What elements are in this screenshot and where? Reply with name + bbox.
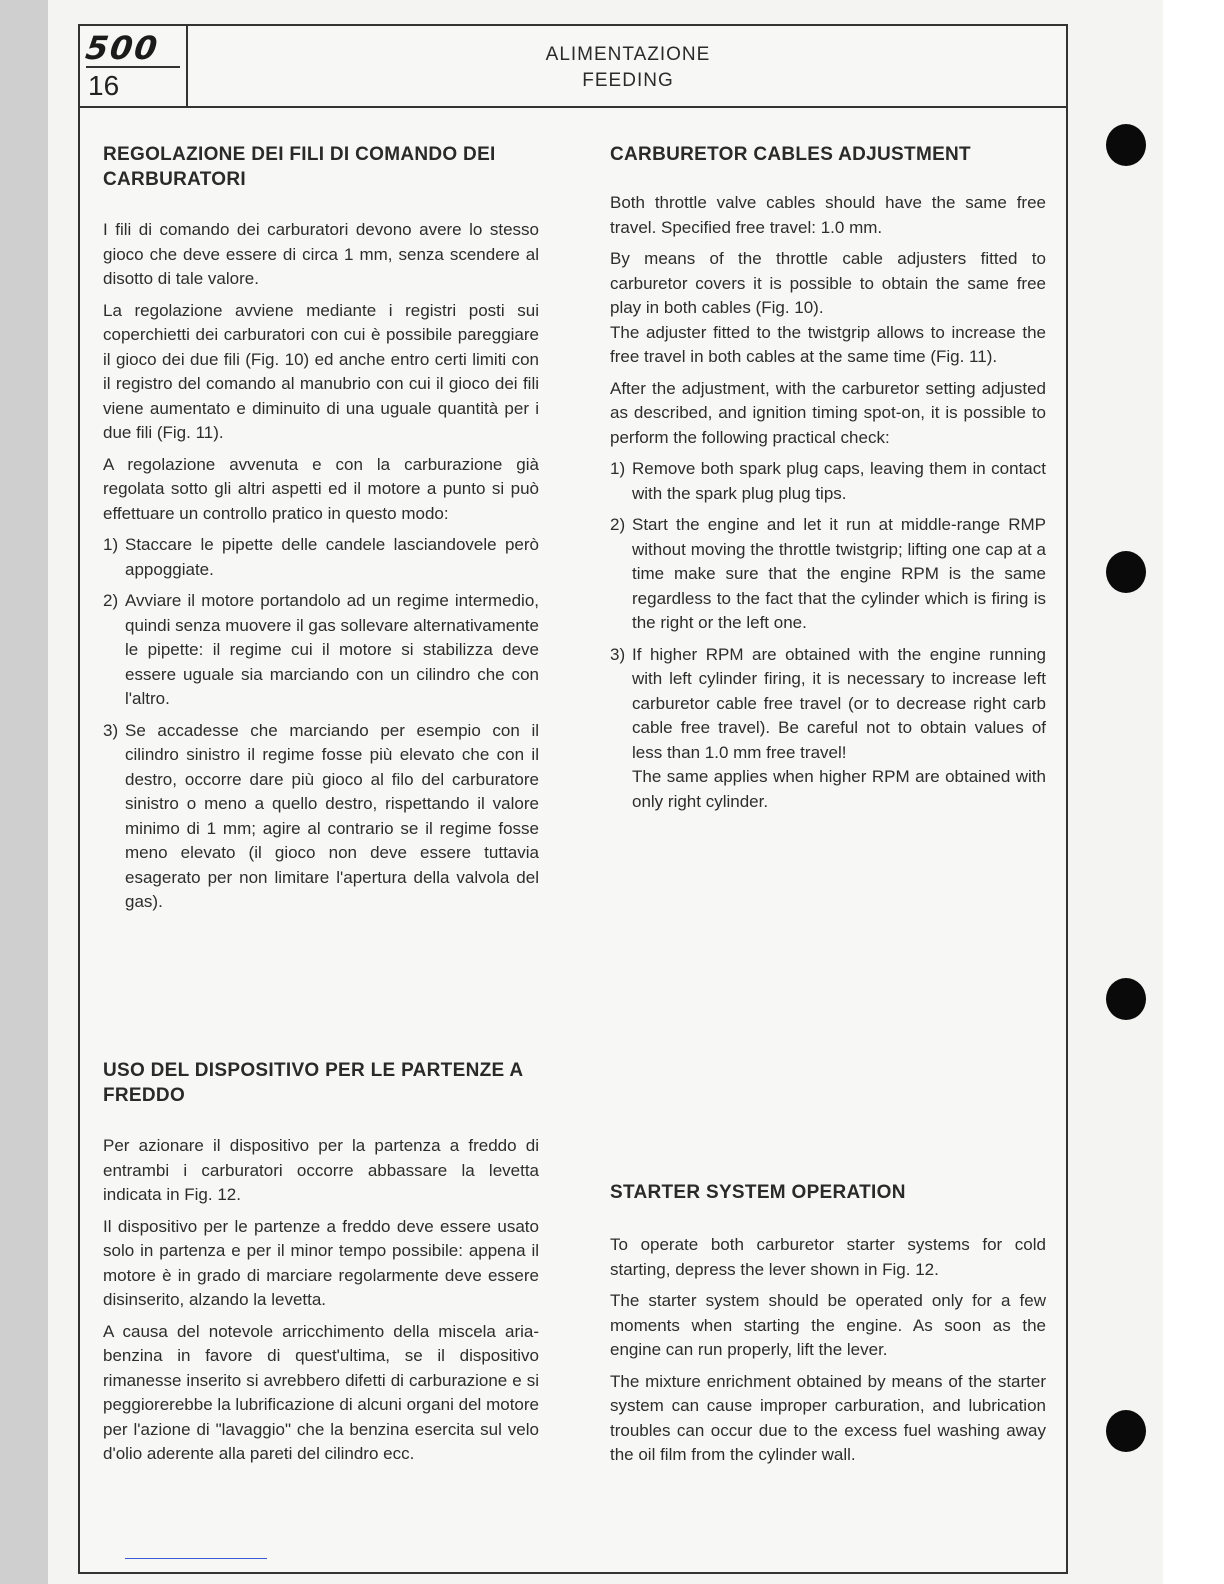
list-item: [610, 643, 1046, 815]
logo-mark: 500: [83, 29, 162, 67]
page-number: 16: [88, 70, 120, 101]
list-text: Se accadesse che marciando per esempio con il cilindro sinistro il regime fosse più elevato che con il destro, occorre dare più gioco al filo del carburatore sinistro o meno a quello destro, rispettando il valore minimo di 1 mm; agire al contrario se il regime fosse meno elevato (il gioco non deve essere tuttavia esagerato per non limitare l'apertura della valvola del gas).: [125, 720, 539, 911]
list-number: 2): [610, 515, 626, 534]
punch-hole: [1106, 551, 1146, 593]
list-text-continued: The same applies when higher RPM are obtained with only right cylinder.: [632, 767, 1046, 811]
section-title: [190, 42, 1066, 94]
page-header: [80, 26, 1066, 108]
section-heading: CARBURETOR CABLES ADJUSTMENT: [610, 144, 971, 165]
paragraph: The mixture enrichment obtained by means of the starter system can cause improper carburation, and lubrication troubles can occur due to the excess fuel washing away the oil film from the cylinder wall.: [610, 1371, 1046, 1464]
list-item: [610, 513, 1046, 636]
paragraph: A regolazione avvenuta e con la carburazione già regolata sotto gli altri aspetti ed il motore a punto si può effettuare un controllo pratico in questo modo:: [103, 454, 539, 523]
section-heading: REGOLAZIONE DEI FILI DI COMANDO DEI CARBURATORI: [103, 144, 496, 190]
logo: [83, 29, 180, 68]
paragraph: After the adjustment, with the carburetor setting adjusted as described, and ignition timing spot-on, it is possible to perform the following practical check:: [610, 378, 1046, 447]
punch-hole: [1106, 978, 1146, 1020]
list-item: [103, 719, 539, 915]
list-number: 1): [610, 459, 626, 478]
section-title-en: FEEDING: [582, 70, 674, 91]
section-title-it: ALIMENTAZIONE: [545, 44, 711, 65]
section-heading: USO DEL DISPOSITIVO PER LE PARTENZE A FREDDO: [103, 1060, 523, 1106]
list-number: 1): [103, 535, 119, 554]
punch-hole: [1106, 124, 1146, 166]
list-text: If higher RPM are obtained with the engine running with left cylinder firing, it is necessary to increase left carburetor cable free travel (or to decrease right carb cable free travel). Be careful not to obtain values of less than 1.0 mm free travel!: [632, 644, 1046, 762]
cable-adjustment-section-en: [610, 142, 1046, 821]
paragraph: Per azionare il dispositivo per la partenza a freddo di entrambi i carburatori occorre abbassare la levetta indicata in Fig. 12.: [103, 1136, 539, 1204]
list-number: 3): [103, 720, 119, 740]
section-heading: STARTER SYSTEM OPERATION: [610, 1182, 906, 1203]
binding-edge: [0, 0, 48, 1584]
paragraph: Il dispositivo per le partenze a freddo deve essere usato solo in partenza e per il minor tempo possibile: appena il motore è in grado di marciare regolarmente deve essere disinserito, alzando la levetta.: [103, 1216, 539, 1309]
list-item-body: [632, 643, 1046, 815]
logo-box: [80, 26, 188, 106]
list-item: [103, 533, 539, 582]
paragraph: A causa del notevole arricchimento della miscela aria-benzina in favore di quest'ultima, se il dispositivo rimanesse inserito si avrebbero difetti di carburazione e si peggiorerebbe la lubrificazione di alcuni organi del motore per l'azione di "lavaggio" che la benzina esercita sul velo d'olio aderente alla pareti del cilindro ecc.: [103, 1321, 539, 1463]
paragraph: To operate both carburetor starter systems for cold starting, depress the lever shown in Fig. 12.: [610, 1235, 1046, 1279]
paragraph: The starter system should be operated only for a few moments when starting the engine. As soon as the engine can run properly, lift the lever.: [610, 1291, 1046, 1359]
list-text: Staccare le pipette delle candele lasciandovele però appoggiate.: [125, 535, 539, 579]
paragraph: By means of the throttle cable adjusters fitted to carburetor covers it is possible to obtain the same free play in both cables (Fig. 10).: [610, 249, 1046, 317]
list-text: Avviare il motore portandolo ad un regime intermedio, quindi senza muovere il gas sollevare alternativamente le pipette: il regime cui il motore si stabilizza deve essere uguale sia marciando con un cilindro che con l'altro.: [125, 591, 539, 708]
starter-section-en: [610, 1180, 1046, 1475]
scan-artifact-line: [125, 1558, 267, 1559]
list-item: [103, 589, 539, 712]
list-number: 3): [610, 644, 626, 664]
paragraph: The adjuster fitted to the twistgrip allows to increase the free travel in both cables at the same time (Fig. 11).: [610, 322, 1046, 366]
list-text: Start the engine and let it run at middle-range RMP without moving the throttle twistgrip; lifting one cap at a time make sure that the engine RPM is the same regardless to the fact that the cylinder which is firing is the right or the left one.: [632, 515, 1046, 632]
cable-adjustment-section-it: [103, 142, 539, 922]
page-margin: [1163, 0, 1224, 1584]
punch-hole: [1106, 1410, 1146, 1452]
list-text: Remove both spark plug caps, leaving them in contact with the spark plug plug tips.: [632, 459, 1046, 503]
paragraph: La regolazione avviene mediante i registri posti sui coperchietti dei carburatori con cui è possibile pareggiare il gioco dei due fili (Fig. 10) ed anche entro certi limiti con il registro del comando al manubrio con cui il gioco dei fili viene aumentato e diminuito di una uguale quantità per i due fili (Fig. 11).: [103, 300, 539, 442]
cold-start-section-it: [103, 1058, 539, 1474]
list-item: [610, 457, 1046, 506]
list-number: 2): [103, 591, 119, 610]
paragraph: I fili di comando dei carburatori devono avere lo stesso gioco che deve essere di circa 1 mm, senza scendere al disotto di tale valore.: [103, 220, 539, 288]
paragraph: Both throttle valve cables should have the same free travel. Specified free travel: 1.0 mm.: [610, 193, 1046, 237]
